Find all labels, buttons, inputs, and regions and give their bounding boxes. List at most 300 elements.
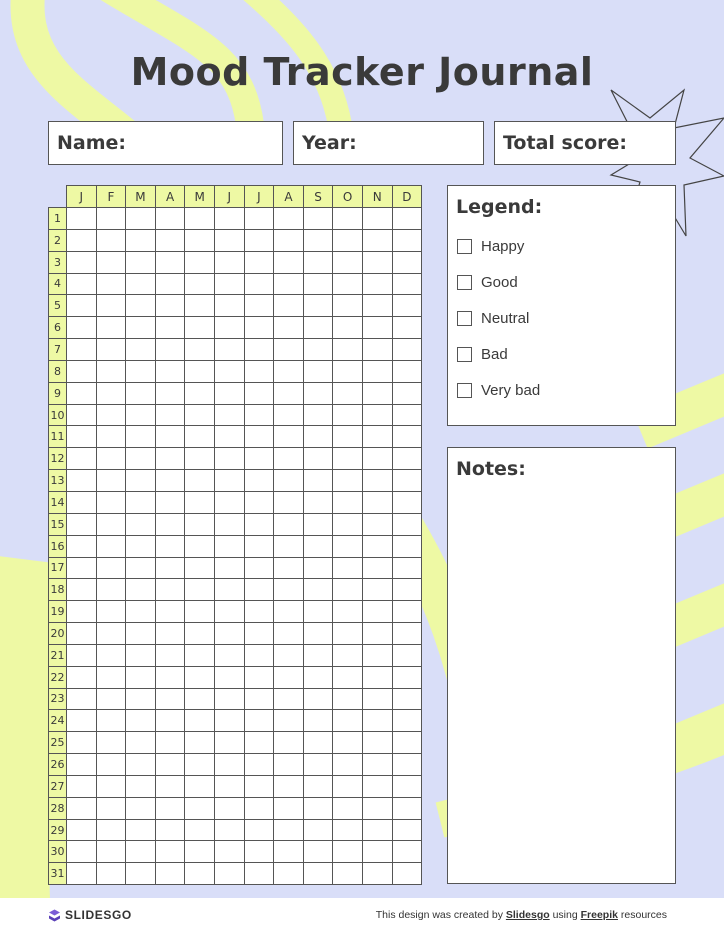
mood-cell[interactable] — [155, 360, 185, 382]
mood-cell[interactable] — [274, 557, 304, 579]
mood-cell[interactable] — [392, 360, 422, 382]
mood-cell[interactable] — [303, 644, 333, 666]
mood-cell[interactable] — [67, 623, 97, 645]
mood-cell[interactable] — [362, 470, 392, 492]
mood-cell[interactable] — [274, 863, 304, 885]
mood-cell[interactable] — [214, 317, 244, 339]
mood-cell[interactable] — [126, 863, 156, 885]
legend-checkbox[interactable] — [457, 347, 472, 362]
mood-cell[interactable] — [185, 754, 215, 776]
mood-cell[interactable] — [214, 710, 244, 732]
mood-cell[interactable] — [155, 710, 185, 732]
mood-cell[interactable] — [96, 535, 126, 557]
mood-cell[interactable] — [126, 710, 156, 732]
mood-cell[interactable] — [126, 557, 156, 579]
mood-cell[interactable] — [303, 557, 333, 579]
mood-cell[interactable] — [126, 819, 156, 841]
mood-cell[interactable] — [185, 863, 215, 885]
mood-cell[interactable] — [333, 557, 363, 579]
mood-cell[interactable] — [303, 491, 333, 513]
mood-cell[interactable] — [96, 404, 126, 426]
mood-cell[interactable] — [214, 841, 244, 863]
mood-cell[interactable] — [96, 426, 126, 448]
mood-cell[interactable] — [126, 535, 156, 557]
mood-cell[interactable] — [126, 317, 156, 339]
mood-cell[interactable] — [392, 688, 422, 710]
mood-cell[interactable] — [126, 623, 156, 645]
mood-cell[interactable] — [96, 360, 126, 382]
mood-cell[interactable] — [155, 382, 185, 404]
mood-cell[interactable] — [126, 732, 156, 754]
legend-checkbox[interactable] — [457, 275, 472, 290]
mood-cell[interactable] — [244, 404, 274, 426]
mood-cell[interactable] — [155, 251, 185, 273]
mood-cell[interactable] — [67, 754, 97, 776]
mood-cell[interactable] — [333, 732, 363, 754]
mood-cell[interactable] — [96, 491, 126, 513]
mood-cell[interactable] — [392, 208, 422, 230]
mood-cell[interactable] — [244, 208, 274, 230]
mood-cell[interactable] — [214, 557, 244, 579]
mood-cell[interactable] — [126, 426, 156, 448]
mood-cell[interactable] — [362, 797, 392, 819]
mood-cell[interactable] — [96, 819, 126, 841]
mood-cell[interactable] — [362, 557, 392, 579]
mood-cell[interactable] — [155, 732, 185, 754]
mood-cell[interactable] — [274, 579, 304, 601]
mood-cell[interactable] — [67, 535, 97, 557]
mood-cell[interactable] — [67, 404, 97, 426]
mood-cell[interactable] — [244, 688, 274, 710]
mood-cell[interactable] — [96, 382, 126, 404]
mood-cell[interactable] — [96, 601, 126, 623]
mood-cell[interactable] — [274, 273, 304, 295]
mood-cell[interactable] — [303, 404, 333, 426]
mood-cell[interactable] — [303, 470, 333, 492]
mood-cell[interactable] — [185, 601, 215, 623]
mood-cell[interactable] — [155, 775, 185, 797]
mood-cell[interactable] — [303, 513, 333, 535]
mood-cell[interactable] — [333, 623, 363, 645]
mood-cell[interactable] — [185, 448, 215, 470]
mood-cell[interactable] — [96, 863, 126, 885]
mood-cell[interactable] — [155, 557, 185, 579]
mood-cell[interactable] — [155, 470, 185, 492]
mood-cell[interactable] — [96, 339, 126, 361]
mood-cell[interactable] — [185, 491, 215, 513]
mood-cell[interactable] — [392, 491, 422, 513]
mood-cell[interactable] — [96, 710, 126, 732]
mood-cell[interactable] — [333, 688, 363, 710]
mood-cell[interactable] — [303, 601, 333, 623]
mood-cell[interactable] — [392, 601, 422, 623]
mood-cell[interactable] — [67, 339, 97, 361]
mood-cell[interactable] — [303, 208, 333, 230]
mood-cell[interactable] — [392, 863, 422, 885]
mood-cell[interactable] — [362, 491, 392, 513]
mood-cell[interactable] — [67, 688, 97, 710]
mood-cell[interactable] — [155, 797, 185, 819]
mood-cell[interactable] — [214, 666, 244, 688]
mood-cell[interactable] — [244, 710, 274, 732]
mood-cell[interactable] — [96, 579, 126, 601]
mood-cell[interactable] — [274, 732, 304, 754]
notes-panel[interactable] — [447, 447, 676, 884]
mood-cell[interactable] — [185, 382, 215, 404]
mood-cell[interactable] — [392, 404, 422, 426]
mood-cell[interactable] — [392, 513, 422, 535]
mood-cell[interactable] — [303, 732, 333, 754]
mood-cell[interactable] — [392, 448, 422, 470]
mood-cell[interactable] — [244, 775, 274, 797]
mood-cell[interactable] — [67, 360, 97, 382]
mood-cell[interactable] — [303, 382, 333, 404]
mood-cell[interactable] — [274, 754, 304, 776]
mood-cell[interactable] — [67, 579, 97, 601]
mood-cell[interactable] — [185, 208, 215, 230]
mood-cell[interactable] — [303, 710, 333, 732]
brand-logo[interactable] — [48, 908, 132, 922]
mood-cell[interactable] — [214, 382, 244, 404]
mood-cell[interactable] — [392, 797, 422, 819]
mood-cell[interactable] — [274, 404, 304, 426]
mood-cell[interactable] — [155, 317, 185, 339]
mood-cell[interactable] — [214, 426, 244, 448]
mood-cell[interactable] — [214, 229, 244, 251]
mood-cell[interactable] — [96, 644, 126, 666]
mood-cell[interactable] — [392, 317, 422, 339]
mood-cell[interactable] — [274, 470, 304, 492]
mood-cell[interactable] — [126, 229, 156, 251]
mood-cell[interactable] — [244, 295, 274, 317]
mood-cell[interactable] — [362, 382, 392, 404]
mood-cell[interactable] — [333, 426, 363, 448]
mood-cell[interactable] — [333, 644, 363, 666]
mood-cell[interactable] — [185, 251, 215, 273]
mood-cell[interactable] — [67, 208, 97, 230]
mood-cell[interactable] — [244, 841, 274, 863]
mood-cell[interactable] — [362, 535, 392, 557]
mood-cell[interactable] — [392, 775, 422, 797]
mood-cell[interactable] — [362, 251, 392, 273]
mood-cell[interactable] — [96, 448, 126, 470]
mood-cell[interactable] — [244, 666, 274, 688]
mood-cell[interactable] — [333, 535, 363, 557]
mood-cell[interactable] — [67, 819, 97, 841]
mood-cell[interactable] — [244, 317, 274, 339]
mood-cell[interactable] — [244, 557, 274, 579]
mood-cell[interactable] — [333, 448, 363, 470]
mood-cell[interactable] — [96, 513, 126, 535]
mood-cell[interactable] — [333, 775, 363, 797]
mood-cell[interactable] — [392, 295, 422, 317]
mood-cell[interactable] — [392, 732, 422, 754]
mood-cell[interactable] — [362, 273, 392, 295]
mood-cell[interactable] — [185, 775, 215, 797]
mood-cell[interactable] — [303, 666, 333, 688]
mood-cell[interactable] — [362, 404, 392, 426]
mood-cell[interactable] — [214, 491, 244, 513]
mood-cell[interactable] — [155, 208, 185, 230]
mood-cell[interactable] — [155, 863, 185, 885]
mood-cell[interactable] — [67, 644, 97, 666]
mood-cell[interactable] — [126, 208, 156, 230]
mood-cell[interactable] — [126, 666, 156, 688]
mood-cell[interactable] — [67, 251, 97, 273]
mood-cell[interactable] — [333, 339, 363, 361]
mood-cell[interactable] — [67, 601, 97, 623]
mood-cell[interactable] — [392, 579, 422, 601]
mood-cell[interactable] — [185, 273, 215, 295]
mood-cell[interactable] — [244, 360, 274, 382]
mood-cell[interactable] — [274, 535, 304, 557]
mood-cell[interactable] — [214, 797, 244, 819]
mood-cell[interactable] — [303, 317, 333, 339]
mood-cell[interactable] — [362, 426, 392, 448]
mood-cell[interactable] — [214, 251, 244, 273]
mood-cell[interactable] — [274, 426, 304, 448]
mood-cell[interactable] — [244, 535, 274, 557]
mood-cell[interactable] — [274, 382, 304, 404]
mood-cell[interactable] — [185, 513, 215, 535]
mood-cell[interactable] — [244, 251, 274, 273]
mood-cell[interactable] — [155, 535, 185, 557]
mood-cell[interactable] — [185, 557, 215, 579]
mood-cell[interactable] — [244, 797, 274, 819]
mood-cell[interactable] — [362, 732, 392, 754]
mood-cell[interactable] — [214, 360, 244, 382]
mood-cell[interactable] — [214, 732, 244, 754]
mood-cell[interactable] — [126, 470, 156, 492]
mood-cell[interactable] — [362, 208, 392, 230]
mood-cell[interactable] — [274, 666, 304, 688]
mood-cell[interactable] — [67, 317, 97, 339]
mood-cell[interactable] — [96, 470, 126, 492]
mood-cell[interactable] — [185, 797, 215, 819]
mood-cell[interactable] — [155, 513, 185, 535]
mood-cell[interactable] — [96, 732, 126, 754]
mood-cell[interactable] — [392, 339, 422, 361]
mood-cell[interactable] — [214, 754, 244, 776]
mood-cell[interactable] — [274, 491, 304, 513]
mood-cell[interactable] — [333, 863, 363, 885]
mood-cell[interactable] — [155, 273, 185, 295]
freepik-link[interactable]: Freepik — [580, 909, 618, 921]
mood-cell[interactable] — [244, 470, 274, 492]
mood-cell[interactable] — [333, 208, 363, 230]
mood-cell[interactable] — [185, 579, 215, 601]
mood-cell[interactable] — [392, 273, 422, 295]
mood-cell[interactable] — [67, 797, 97, 819]
mood-cell[interactable] — [67, 863, 97, 885]
mood-cell[interactable] — [96, 623, 126, 645]
mood-cell[interactable] — [333, 229, 363, 251]
mood-cell[interactable] — [185, 841, 215, 863]
mood-cell[interactable] — [126, 360, 156, 382]
mood-cell[interactable] — [185, 819, 215, 841]
mood-cell[interactable] — [185, 732, 215, 754]
mood-cell[interactable] — [303, 426, 333, 448]
mood-cell[interactable] — [362, 579, 392, 601]
mood-cell[interactable] — [214, 579, 244, 601]
mood-cell[interactable] — [67, 491, 97, 513]
mood-cell[interactable] — [244, 513, 274, 535]
mood-cell[interactable] — [214, 623, 244, 645]
mood-cell[interactable] — [392, 819, 422, 841]
mood-cell[interactable] — [96, 208, 126, 230]
mood-cell[interactable] — [67, 841, 97, 863]
mood-cell[interactable] — [362, 229, 392, 251]
mood-cell[interactable] — [333, 710, 363, 732]
mood-cell[interactable] — [333, 251, 363, 273]
mood-cell[interactable] — [214, 470, 244, 492]
mood-cell[interactable] — [392, 251, 422, 273]
mood-cell[interactable] — [67, 666, 97, 688]
mood-cell[interactable] — [185, 666, 215, 688]
mood-cell[interactable] — [96, 557, 126, 579]
mood-cell[interactable] — [185, 623, 215, 645]
mood-cell[interactable] — [244, 732, 274, 754]
mood-cell[interactable] — [96, 841, 126, 863]
mood-cell[interactable] — [214, 339, 244, 361]
mood-cell[interactable] — [244, 754, 274, 776]
mood-cell[interactable] — [392, 382, 422, 404]
mood-cell[interactable] — [244, 491, 274, 513]
mood-cell[interactable] — [126, 601, 156, 623]
mood-cell[interactable] — [214, 601, 244, 623]
mood-cell[interactable] — [333, 666, 363, 688]
mood-cell[interactable] — [155, 841, 185, 863]
mood-cell[interactable] — [155, 666, 185, 688]
mood-cell[interactable] — [303, 295, 333, 317]
mood-cell[interactable] — [274, 819, 304, 841]
mood-cell[interactable] — [155, 295, 185, 317]
mood-cell[interactable] — [96, 273, 126, 295]
mood-cell[interactable] — [67, 229, 97, 251]
year-field[interactable] — [293, 121, 484, 165]
mood-cell[interactable] — [362, 710, 392, 732]
mood-cell[interactable] — [362, 841, 392, 863]
slidesgo-link[interactable]: Slidesgo — [505, 909, 550, 921]
mood-cell[interactable] — [185, 229, 215, 251]
mood-cell[interactable] — [333, 382, 363, 404]
mood-cell[interactable] — [244, 644, 274, 666]
mood-cell[interactable] — [155, 754, 185, 776]
mood-cell[interactable] — [333, 601, 363, 623]
mood-cell[interactable] — [303, 863, 333, 885]
mood-cell[interactable] — [155, 623, 185, 645]
mood-cell[interactable] — [214, 404, 244, 426]
mood-cell[interactable] — [214, 863, 244, 885]
mood-cell[interactable] — [67, 557, 97, 579]
mood-cell[interactable] — [67, 273, 97, 295]
mood-cell[interactable] — [67, 470, 97, 492]
mood-cell[interactable] — [362, 819, 392, 841]
legend-checkbox[interactable] — [457, 311, 472, 326]
mood-cell[interactable] — [362, 775, 392, 797]
mood-cell[interactable] — [333, 819, 363, 841]
mood-cell[interactable] — [362, 513, 392, 535]
mood-cell[interactable] — [244, 863, 274, 885]
mood-cell[interactable] — [333, 754, 363, 776]
mood-cell[interactable] — [362, 688, 392, 710]
mood-cell[interactable] — [362, 863, 392, 885]
mood-cell[interactable] — [274, 360, 304, 382]
mood-cell[interactable] — [214, 644, 244, 666]
mood-cell[interactable] — [244, 601, 274, 623]
mood-cell[interactable] — [303, 688, 333, 710]
mood-cell[interactable] — [214, 295, 244, 317]
mood-cell[interactable] — [362, 754, 392, 776]
mood-cell[interactable] — [362, 339, 392, 361]
mood-cell[interactable] — [126, 295, 156, 317]
mood-cell[interactable] — [126, 448, 156, 470]
mood-cell[interactable] — [126, 754, 156, 776]
mood-cell[interactable] — [244, 448, 274, 470]
mood-cell[interactable] — [392, 229, 422, 251]
mood-cell[interactable] — [333, 470, 363, 492]
mood-cell[interactable] — [392, 557, 422, 579]
mood-cell[interactable] — [67, 426, 97, 448]
mood-cell[interactable] — [126, 841, 156, 863]
mood-cell[interactable] — [274, 644, 304, 666]
mood-cell[interactable] — [214, 448, 244, 470]
mood-cell[interactable] — [244, 339, 274, 361]
mood-cell[interactable] — [274, 448, 304, 470]
mood-cell[interactable] — [274, 623, 304, 645]
mood-cell[interactable] — [126, 251, 156, 273]
mood-cell[interactable] — [274, 775, 304, 797]
mood-cell[interactable] — [214, 775, 244, 797]
mood-cell[interactable] — [274, 841, 304, 863]
mood-cell[interactable] — [214, 819, 244, 841]
mood-cell[interactable] — [244, 229, 274, 251]
mood-cell[interactable] — [303, 535, 333, 557]
mood-cell[interactable] — [274, 229, 304, 251]
mood-cell[interactable] — [362, 317, 392, 339]
mood-cell[interactable] — [155, 339, 185, 361]
mood-cell[interactable] — [303, 251, 333, 273]
mood-cell[interactable] — [303, 775, 333, 797]
total-score-field[interactable] — [494, 121, 676, 165]
mood-cell[interactable] — [155, 819, 185, 841]
mood-cell[interactable] — [155, 426, 185, 448]
mood-cell[interactable] — [155, 644, 185, 666]
mood-cell[interactable] — [244, 426, 274, 448]
mood-cell[interactable] — [333, 360, 363, 382]
mood-cell[interactable] — [303, 754, 333, 776]
mood-cell[interactable] — [274, 688, 304, 710]
mood-cell[interactable] — [96, 251, 126, 273]
mood-cell[interactable] — [392, 710, 422, 732]
mood-cell[interactable] — [392, 470, 422, 492]
mood-cell[interactable] — [333, 491, 363, 513]
mood-cell[interactable] — [303, 797, 333, 819]
mood-cell[interactable] — [214, 535, 244, 557]
mood-cell[interactable] — [185, 688, 215, 710]
mood-cell[interactable] — [274, 601, 304, 623]
mood-cell[interactable] — [126, 339, 156, 361]
mood-cell[interactable] — [185, 426, 215, 448]
mood-cell[interactable] — [214, 208, 244, 230]
mood-cell[interactable] — [185, 317, 215, 339]
mood-cell[interactable] — [333, 295, 363, 317]
mood-cell[interactable] — [362, 295, 392, 317]
mood-cell[interactable] — [392, 426, 422, 448]
mood-cell[interactable] — [362, 623, 392, 645]
mood-cell[interactable] — [392, 666, 422, 688]
mood-cell[interactable] — [155, 229, 185, 251]
